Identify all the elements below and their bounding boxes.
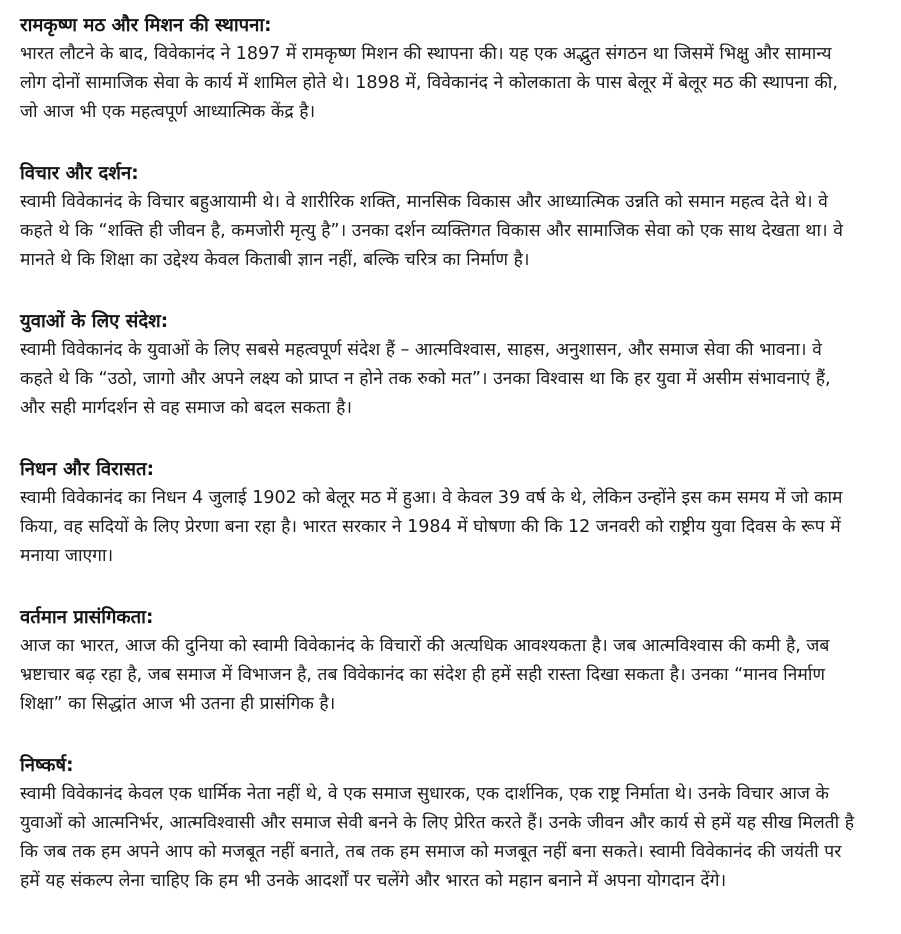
section-ramakrishna-math-mission	[20, 11, 856, 127]
section-heading: निधन और विरासत:	[20, 459, 154, 480]
section-conclusion	[20, 751, 856, 896]
section-message-for-youth	[20, 307, 856, 423]
section-thoughts-philosophy	[20, 159, 856, 275]
section-heading: वर्तमान प्रासंगिकता:	[20, 607, 154, 628]
section-body-text: स्वामी विवेकानंद केवल एक धार्मिक नेता नहीं थे, वे एक समाज सुधारक, एक दार्शनिक, एक राष्ट्र निर्माता थे। उनके विचार आज के युवाओं को आत्मनिर्भर, आत्मविश्वासी और समाज सेवी बनने के लिए प्रेरित करते हैं। उनके जीवन और कार्य से हमें यह सीख मिलती है कि जब तक हम अपने आप को मजबूत नहीं बनाते, तब तक हम समाज को मजबूत नहीं बना सकते। स्वामी विवेकानंद की जयंती पर हमें यह संकल्प लेना चाहिए कि हम भी उनके आदर्शों पर चलेंगे और भारत को महान बनाने में अपना योगदान देंगे।	[20, 784, 855, 891]
section-body-text: आज का भारत, आज की दुनिया को स्वामी विवेकानंद के विचारों की अत्यधिक आवश्यकता है। जब आत्मविश्वास की कमी है, जब भ्रष्टाचार बढ़ रहा है, जब समाज में विभाजन है, तब विवेकानंद का संदेश ही हमें सही रास्ता दिखा सकता है। उनका “मानव निर्माण शिक्षा” का सिद्धांत आज भी उतना ही प्रासंगिक है।	[20, 636, 830, 714]
section-heading: युवाओं के लिए संदेश:	[20, 311, 169, 332]
section-heading: रामकृष्ण मठ और मिशन की स्थापना:	[20, 15, 272, 36]
section-body-text: स्वामी विवेकानंद का निधन 4 जुलाई 1902 को बेलूर मठ में हुआ। वे केवल 39 वर्ष के थे, लेकिन उन्होंने इस कम समय में जो काम किया, वह सदियों के लिए प्रेरणा बना रहा है। भारत सरकार ने 1984 में घोषणा की कि 12 जनवरी को राष्ट्रीय युवा दिवस के रूप में मनाया जाएगा।	[20, 488, 843, 566]
section-body-text: स्वामी विवेकानंद के विचार बहुआयामी थे। वे शारीरिक शक्ति, मानसिक विकास और आध्यात्मिक उन्नति को समान महत्व देते थे। वे कहते थे कि “शक्ति ही जीवन है, कमजोरी मृत्यु है”। उनका दर्शन व्यक्तिगत विकास और सामाजिक सेवा को एक साथ देखता था। वे मानते थे कि शिक्षा का उद्देश्य केवल किताबी ज्ञान नहीं, बल्कि चरित्र का निर्माण है।	[20, 192, 843, 270]
section-heading: विचार और दर्शन:	[20, 163, 139, 184]
section-body-text: स्वामी विवेकानंद के युवाओं के लिए सबसे महत्वपूर्ण संदेश हैं – आत्मविश्वास, साहस, अनुशासन, और समाज सेवा की भावना। वे कहते थे कि “उठो, जागो और अपने लक्ष्य को प्राप्त न होने तक रुको मत”। उनका विश्वास था कि हर युवा में असीम संभावनाएं हैं, और सही मार्गदर्शन से वह समाज को बदल सकता है।	[20, 340, 831, 418]
section-heading: निष्कर्ष:	[20, 755, 74, 776]
section-body-text: भारत लौटने के बाद, विवेकानंद ने 1897 में रामकृष्ण मिशन की स्थापना की। यह एक अद्भुत संगठन था जिसमें भिक्षु और सामान्य लोग दोनों सामाजिक सेवा के कार्य में शामिल होते थे। 1898 में, विवेकानंद ने कोलकाता के पास बेलूर में बेलूर मठ की स्थापना की, जो आज भी एक महत्वपूर्ण आध्यात्मिक केंद्र है।	[20, 44, 838, 122]
section-death-and-legacy	[20, 455, 856, 571]
section-current-relevance	[20, 603, 856, 719]
